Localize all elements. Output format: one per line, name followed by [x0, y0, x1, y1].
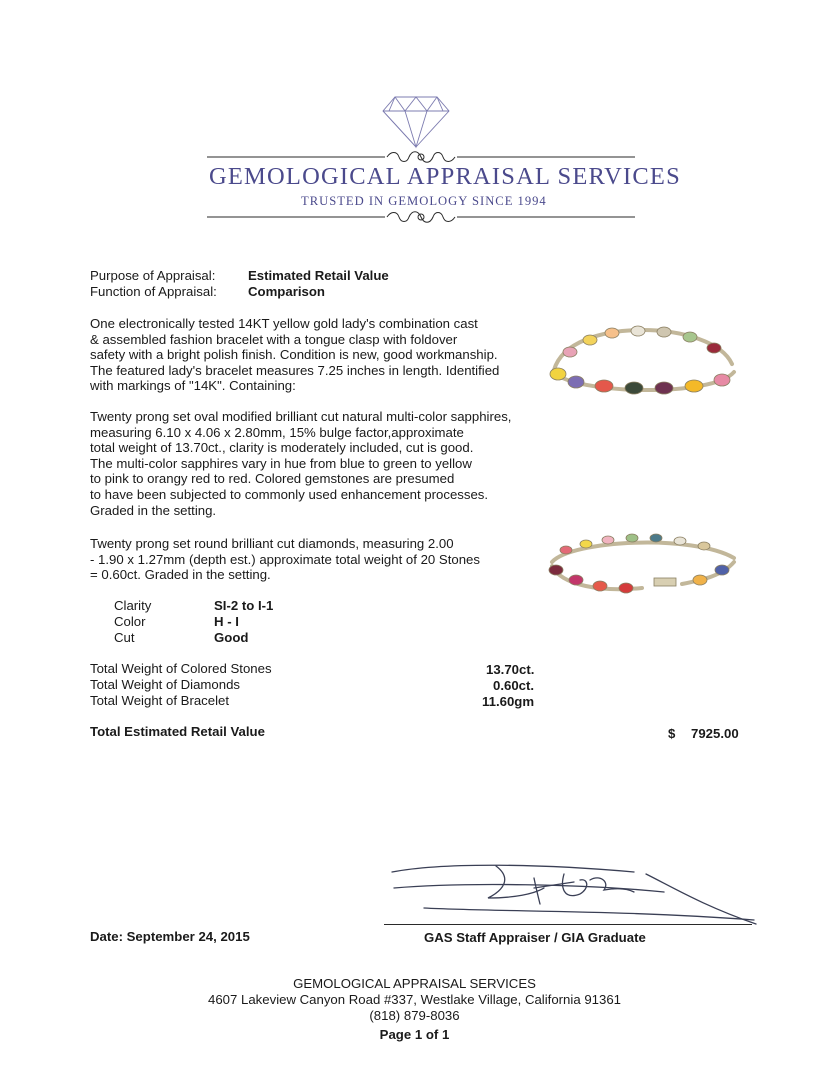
footer-company: GEMOLOGICAL APPRAISAL SERVICES	[293, 976, 536, 991]
item-description: One electronically tested 14KT yellow gold lady's combination cast & assembled fashion bracelet with a tongue clasp with foldover safety with a bright polish finish. Condition is new, good workmanship. The featured lady's bracelet measures 7.25 inches in length. Identified with markings of "14K". Containing:	[90, 316, 500, 394]
weight-label-diamonds: Total Weight of Diamonds	[90, 677, 241, 692]
weight-label-bracelet: Total Weight of Bracelet	[90, 693, 230, 708]
function-label: Function of Appraisal:	[90, 284, 217, 299]
sapphire-description: Twenty prong set oval modified brilliant cut natural multi-color sapphires, measuring 6.10 x 4.06 x 2.80mm, 15% bulge factor,approximate total weight of 13.70ct., clarity is moderately included, cut is good. The multi-color sapphires vary in hue from blue to green to yellow to pink to orangy red to red. Colored gemstones are presumed to have been subjected to commonly used enhancement processes. Graded in the setting.	[90, 409, 512, 518]
signature-line	[384, 924, 752, 925]
diamond-description: Twenty prong set round brilliant cut diamonds, measuring 2.00 - 1.90 x 1.27mm (depth est.) approximate total weight of 20 Stones = 0.60ct. Graded in the setting.	[90, 536, 480, 583]
company-logo-title: GEMOLOGICAL APPRAISAL SERVICES	[209, 163, 681, 190]
weight-value-colored-stones: 13.70ct.	[486, 662, 535, 677]
company-tagline: TRUSTED IN GEMOLOGY SINCE 1994	[301, 194, 547, 208]
appraiser-title: GAS Staff Appraiser / GIA Graduate	[424, 930, 646, 945]
bracelet-photo-top	[542, 312, 742, 412]
page-number: Page 1 of 1	[379, 1027, 450, 1042]
function-value: Comparison	[248, 284, 325, 299]
total-currency: $	[668, 726, 676, 741]
purpose-value: Estimated Retail Value	[248, 268, 389, 283]
purpose-label: Purpose of Appraisal:	[90, 268, 216, 283]
footer-phone: (818) 879-8036	[369, 1008, 460, 1023]
grade-label-color: Color	[114, 614, 146, 629]
grade-value-clarity: SI-2 to I-1	[214, 598, 274, 613]
weight-label-colored-stones: Total Weight of Colored Stones	[90, 661, 272, 676]
total-amount: 7925.00	[691, 726, 739, 741]
footer-address: 4607 Lakeview Canyon Road #337, Westlake Village, California 91361	[208, 992, 621, 1007]
grade-value-cut: Good	[214, 630, 249, 645]
total-label: Total Estimated Retail Value	[90, 724, 265, 739]
grade-label-clarity: Clarity	[114, 598, 152, 613]
grade-label-cut: Cut	[114, 630, 135, 645]
ornament-rule-bottom	[207, 207, 635, 227]
grade-value-color: H - I	[214, 614, 239, 629]
appraisal-date: Date: September 24, 2015	[90, 929, 250, 944]
bracelet-photo-bottom	[542, 528, 742, 610]
diamond-logo-icon	[381, 95, 451, 149]
appraiser-signature	[384, 858, 760, 928]
weight-value-bracelet: 11.60gm	[482, 694, 535, 709]
weight-value-diamonds: 0.60ct.	[493, 678, 535, 693]
